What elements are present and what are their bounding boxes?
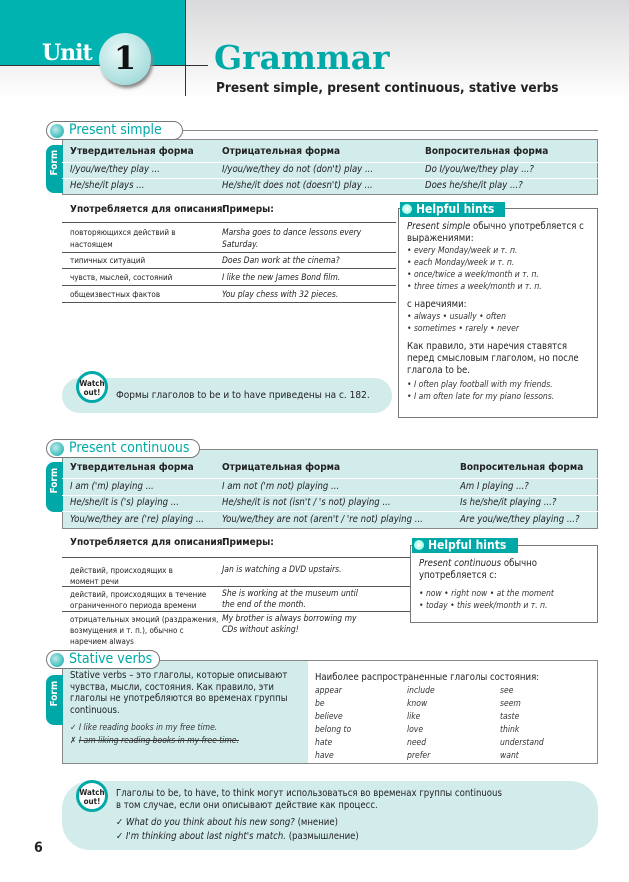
verb-item: hate	[315, 738, 333, 748]
table-cell: Does he/she/it play ...?	[425, 180, 523, 191]
bullet-icon	[50, 442, 64, 456]
section-title-stative-verbs	[46, 650, 160, 669]
watch-out-note	[62, 378, 392, 413]
divider	[62, 162, 598, 163]
form-label: Form	[49, 467, 60, 494]
table-cell: I/you/we/they play ...	[70, 164, 160, 175]
verb-item: like	[407, 712, 421, 722]
usage-text: чувств, мыслей, состояний	[70, 273, 173, 282]
column-header: Утвердительная форма	[70, 146, 194, 157]
hint-adverbs: • sometimes • rarely • never	[407, 324, 520, 334]
divider	[62, 478, 598, 479]
divider	[62, 557, 412, 558]
examples-header: Примеры:	[222, 537, 274, 548]
verbs-column	[500, 685, 544, 763]
verbs-column	[407, 685, 500, 763]
helpful-hints-box: Present simple обычно употребляется с выражениями: • every Monday/week и т. п. • each Monday/week и т. п. • once/twice a week/month и т. п. • three times a week/month и т. п. с наречиями: • always • usually • often • sometimes • rarely • never Как правило, эти наречия ставятся перед смысловым глаголом, но после глагола to be. • I often play football with my friends. • I am often late for my piano lessons.	[398, 208, 598, 418]
verb-item: see	[500, 686, 514, 696]
badge-text: out!	[83, 797, 101, 806]
verb-item: know	[407, 699, 428, 709]
example-text: Does Dan work at the cinema?	[222, 256, 340, 266]
example-text: My brother is always borrowing my CDs without asking!	[222, 614, 357, 635]
unit-number: 1	[99, 33, 151, 85]
watch-out-note	[62, 781, 598, 850]
hint-term: Present simple	[407, 221, 471, 232]
hint-text: обычно употребляется с:	[419, 558, 537, 581]
form-tab	[46, 675, 63, 725]
page-title: Grammar	[214, 38, 390, 77]
column-header: Вопросительная форма	[425, 146, 549, 157]
verb-item: appear	[315, 686, 342, 696]
example-text: I like the new James Bond film.	[222, 273, 341, 283]
page-subtitle: Present simple, present continuous, stative verbs	[216, 80, 559, 96]
table-cell: Am I playing ...?	[460, 481, 529, 492]
example-text: ✓ What do you think about his new song?	[116, 817, 295, 828]
incorrect-example: I am liking reading books in my free time.	[78, 736, 239, 746]
example-text: Marsha goes to dance lessons every Saturday.	[222, 228, 362, 250]
examples-header: Примеры:	[222, 204, 274, 215]
form-label: Form	[49, 149, 60, 176]
divider	[62, 285, 396, 286]
watch-out-text: Формы глаголов to be и to have приведены на с. 182.	[116, 390, 370, 401]
column-header: Утвердительная форма	[70, 462, 194, 473]
verb-item: prefer	[407, 751, 431, 761]
verbs-column	[315, 685, 407, 763]
hint-text: с наречиями:	[407, 299, 467, 310]
stative-definition: Stative verbs – это глаголы, которые описывают чувства, мысли, состояния. Как правило, эти глаголы не употребляются во временах группы continuous.	[70, 670, 288, 716]
divider	[62, 611, 412, 612]
hint-text: обычно употребляется с выражениями:	[407, 221, 584, 244]
table-cell: You/we/they are ('re) playing ...	[70, 514, 205, 525]
usage-text: общеизвестных фактов	[70, 290, 161, 299]
verb-item: seem	[500, 699, 521, 709]
hint-term: Present continuous	[419, 558, 502, 569]
table-cell: I am ('m) playing ...	[70, 481, 154, 492]
helpful-hints-label: Helpful hints	[412, 538, 518, 553]
verb-item: have	[315, 751, 334, 761]
hint-expression: three times a week/month и т. п.	[413, 282, 542, 292]
table-cell: I/you/we/they do not (don't) play ...	[222, 164, 374, 175]
verb-item: belong to	[315, 725, 352, 735]
bullet-icon	[50, 653, 64, 667]
verb-item: be	[315, 699, 325, 709]
divider	[62, 495, 598, 496]
divider	[185, 0, 186, 96]
hint-expression: every Monday/week и т. п.	[413, 246, 518, 256]
section-title-present-continuous	[46, 439, 200, 458]
verb-item: include	[407, 686, 435, 696]
hint-expression: • today • this week/month и т. п.	[419, 601, 548, 611]
bullet-icon	[50, 124, 64, 138]
page-number: 6	[34, 840, 43, 856]
verbs-list	[315, 685, 585, 763]
table-cell: He/she/it is not (isn't / 's not) playing ...	[222, 497, 391, 508]
section-title-text: Stative verbs	[69, 651, 153, 667]
watch-out-text	[116, 788, 502, 812]
cross-icon: ✗	[70, 736, 79, 746]
verb-item: want	[500, 751, 519, 761]
helpful-hints-label: Helpful hints	[400, 202, 505, 217]
watch-out-line: Глаголы to be, to have, to think могут использоваться во временах группы continuous	[116, 788, 502, 799]
verbs-list-title: Наиболее распространенные глаголы состояния:	[315, 672, 540, 683]
hint-expression: each Monday/week и т. п.	[413, 258, 515, 268]
verb-item: love	[407, 725, 424, 735]
table-cell: He/she/it is ('s) playing ...	[70, 497, 179, 508]
hint-example: I am often late for my piano lessons.	[413, 392, 555, 402]
verb-item: understand	[500, 738, 544, 748]
column-header: Вопросительная форма	[460, 462, 584, 473]
table-cell: Is he/she/it playing ...?	[460, 497, 557, 508]
watch-out-badge	[76, 371, 108, 403]
usage-text: повторяющихся действий в настоящем	[70, 228, 176, 249]
hint-example: I often play football with my friends.	[413, 380, 553, 390]
hint-expression: once/twice a week/month и т. п.	[413, 270, 539, 280]
watch-out-badge	[76, 780, 108, 812]
usage-text: действий, происходящих в течение ограниченного периода времени	[70, 590, 207, 610]
table-cell: You/we/they are not (aren't / 're not) playing ...	[222, 514, 423, 525]
hint-adverbs: • always • usually • often	[407, 312, 506, 322]
example-note: (мнение)	[297, 817, 338, 828]
usage-header: Употребляется для описания:	[70, 537, 227, 548]
table-cell: I am not ('m not) playing ...	[222, 481, 340, 492]
table-cell: He/she/it does not (doesn't) play ...	[222, 180, 373, 191]
divider	[62, 268, 396, 269]
verb-item: believe	[315, 712, 343, 722]
section-title-present-simple	[46, 121, 183, 140]
form-label: Form	[49, 680, 60, 707]
usage-text: действий, происходящих в момент речи	[70, 566, 173, 586]
badge-text: Watch	[79, 379, 105, 388]
example-text: ✓ I'm thinking about last night's match.	[116, 831, 286, 842]
verb-item: need	[407, 738, 427, 748]
table-cell: Are you/we/they playing ...?	[460, 514, 580, 525]
usage-text: отрицательных эмоций (раздражения, возмущения и т. п.), обычно с наречием always	[70, 615, 219, 646]
divider	[180, 130, 598, 131]
divider	[62, 586, 412, 587]
form-tab	[46, 145, 63, 193]
watch-out-examples	[116, 816, 359, 844]
hint-rule: Как правило, эти наречия ставятся перед смысловым глаголом, но после глагола to be.	[407, 341, 579, 376]
table-cell: Do I/you/we/they play ...?	[425, 164, 534, 175]
column-header: Отрицательная форма	[222, 462, 341, 473]
section-title-text: Present continuous	[69, 440, 190, 456]
verb-item: think	[500, 725, 520, 735]
table-cell: He/she/it plays ...	[70, 180, 145, 191]
divider	[62, 252, 396, 253]
section-title-text: Present simple	[69, 122, 162, 138]
example-note: (размышление)	[288, 831, 359, 842]
badge-text: out!	[83, 388, 101, 397]
example-text: Jan is watching a DVD upstairs.	[222, 565, 342, 575]
divider	[62, 222, 396, 223]
divider	[62, 511, 598, 512]
usage-text: типичных ситуаций	[70, 256, 146, 265]
unit-label: Unit	[42, 40, 92, 66]
helpful-hints-box	[410, 545, 598, 623]
example-text: You play chess with 32 pieces.	[222, 290, 339, 300]
divider	[62, 178, 598, 179]
badge-text: Watch	[79, 788, 105, 797]
usage-header: Употребляется для описания:	[70, 204, 227, 215]
example-text: She is working at the museum until the end of the month.	[222, 589, 358, 610]
verb-item: taste	[500, 712, 520, 722]
hint-expression: • now • right now • at the moment	[419, 589, 554, 599]
column-header: Отрицательная форма	[222, 146, 341, 157]
form-tab	[46, 462, 63, 512]
watch-out-line: в том случае, если они описывают действие как процесс.	[116, 800, 378, 811]
correct-example: ✓ I like reading books in my free time.	[70, 723, 218, 733]
divider	[62, 302, 396, 303]
unit-banner	[0, 0, 185, 65]
